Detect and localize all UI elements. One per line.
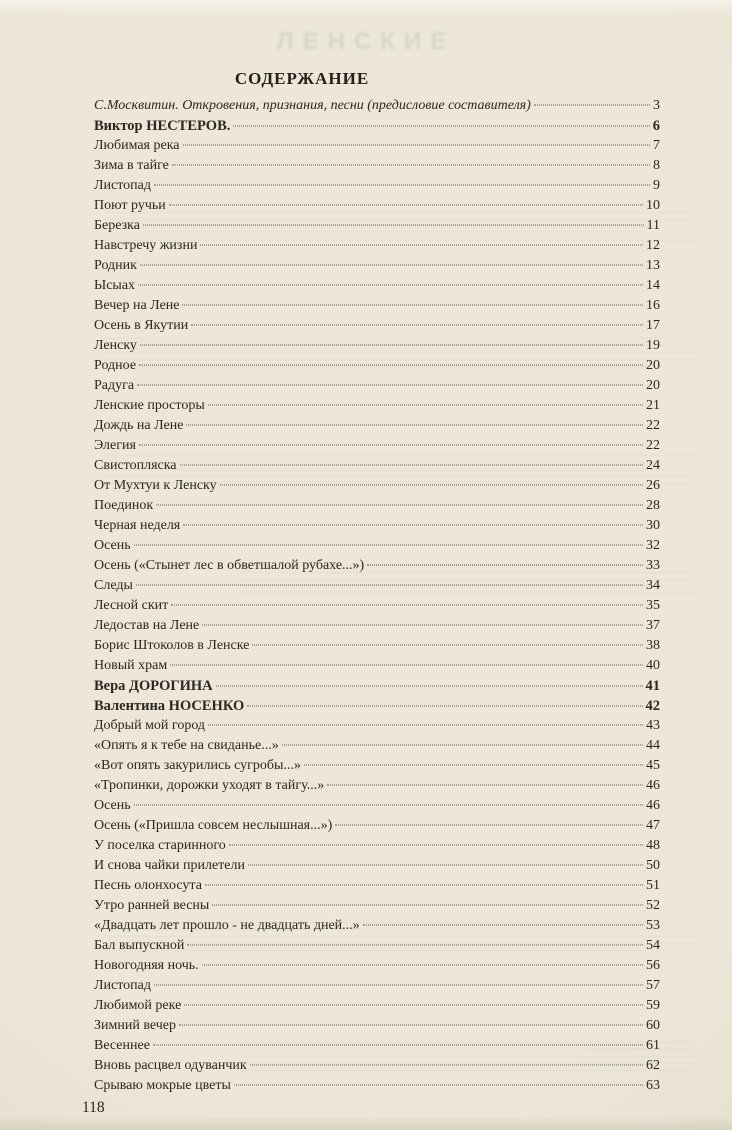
toc-entry [94,136,660,156]
toc-entry [94,396,660,416]
toc-entry [94,716,660,736]
dot-leader [202,965,643,966]
toc-entry-label: Березка [94,218,140,233]
dot-leader [143,225,644,226]
toc-entry-page: 43 [646,718,660,733]
toc-entry-page: 16 [646,298,660,313]
toc-entry-page: 35 [646,598,660,613]
toc-entry-page: 13 [646,258,660,273]
dot-leader [182,305,643,306]
dot-leader [136,585,643,586]
scanned-page-content [94,68,660,1096]
toc-entry-page: 17 [646,318,660,333]
toc-entry-label: Любимая река [94,138,180,153]
toc-entry [94,736,660,756]
toc-entry-label: Виктор НЕСТЕРОВ. [94,118,231,134]
toc-entry-page: 57 [646,978,660,993]
toc-entry-label: Поединок [94,498,154,513]
bleedthrough-text: ЛЕНСКИЕ [276,28,456,55]
toc-entry-label: Осень («Пришла совсем неслышная...») [94,818,333,833]
toc-entry [94,656,660,676]
toc-entry-label: «Двадцать лет прошло - не двадцать дней...» [94,918,360,933]
toc-entry [94,256,660,276]
toc-entry-label: Любимой реке [94,998,182,1013]
toc-entry [94,896,660,916]
dot-leader [186,425,643,426]
toc-entry-label: Борис Штоколов в Ленске [94,638,250,653]
dot-leader [134,805,643,806]
toc-entry-label: Ленску [94,338,137,353]
toc-entry [94,696,660,716]
toc-entry-page: 48 [646,838,660,853]
toc-entry-label: Валентина НОСЕНКО [94,698,245,714]
toc-entry-label: Зима в тайге [94,158,169,173]
toc-entry-label: Листопад [94,178,151,193]
dot-leader [179,1025,643,1026]
dot-leader [139,445,643,446]
toc-entry-page: 14 [646,278,660,293]
dot-leader [183,525,643,526]
dot-leader [252,645,643,646]
toc-entry-page: 56 [646,958,660,973]
toc-entry-label: Черная неделя [94,518,181,533]
dot-leader [304,765,643,766]
toc-entry-page: 26 [646,478,660,493]
toc-entry [94,816,660,836]
toc-entry [94,496,660,516]
dot-leader [140,345,643,346]
toc-entry [94,636,660,656]
toc-entry-page: 45 [646,758,660,773]
dot-leader [229,845,643,846]
dot-leader [180,465,643,466]
dot-leader [138,285,643,286]
toc-entry-page: 60 [646,1018,660,1033]
toc-entry [94,1036,660,1056]
toc-entry [94,176,660,196]
toc-entry-page: 30 [646,518,660,533]
toc-entry-label: Зимний вечер [94,1018,176,1033]
toc-entry [94,996,660,1016]
toc-entry-page: 7 [653,138,660,153]
dot-leader [212,905,643,906]
toc-entry [94,776,660,796]
toc-entry-label: Добрый мой город [94,718,206,733]
toc-entry [94,1016,660,1036]
dot-leader [534,105,650,106]
toc-entry-page: 3 [653,98,660,113]
toc-entry-label: От Мухтуи к Ленску [94,478,217,493]
dot-leader [172,165,650,166]
toc-entry-label: Родник [94,258,137,273]
toc-entry-page: 33 [646,558,660,573]
page-title: СОДЕРЖАНИЕ [234,69,370,88]
toc-entry-label: Следы [94,578,133,593]
dot-leader [234,1085,643,1086]
dot-leader [250,1065,643,1066]
dot-leader [139,365,643,366]
toc-entry-label: Дождь на Лене [94,418,184,433]
dot-leader [367,565,643,566]
toc-entry-label: Песнь олонхосута [94,878,202,893]
toc-entry-page: 40 [646,658,660,673]
toc-entry-label: Элегия [94,438,136,453]
toc-entry-label: Листопад [94,978,151,993]
toc-entry [94,236,660,256]
dot-leader [208,405,643,406]
toc-entry [94,756,660,776]
toc-entry-page: 42 [645,698,660,714]
toc-entry-page: 8 [653,158,660,173]
toc-entry-page: 62 [646,1058,660,1073]
dot-leader [248,865,643,866]
toc-entry-label: Утро ранней весны [94,898,210,913]
toc-entry [94,796,660,816]
dot-leader [184,1005,643,1006]
toc-entry [94,576,660,596]
toc-entry-label: Весеннее [94,1038,150,1053]
scan-top-edge [0,0,732,16]
toc-entry [94,876,660,896]
toc-entry [94,976,660,996]
toc-entry [94,476,660,496]
toc-entry-page: 47 [646,818,660,833]
toc-entry-page: 52 [646,898,660,913]
toc-entry-page: 22 [646,418,660,433]
dot-leader [202,625,643,626]
toc-entry-label: Новый храм [94,658,168,673]
toc-entry-page: 51 [646,878,660,893]
page-number: 118 [82,1099,105,1116]
toc-entry-label: Родное [94,358,137,373]
toc-entry-page: 20 [646,358,660,373]
toc-entry-page: 12 [646,238,660,253]
toc-entry-label: Новогодняя ночь. [94,958,199,973]
dot-leader [220,485,643,486]
toc-entry-page: 20 [646,378,660,393]
dot-leader [363,925,643,926]
toc-entry-label: Радуга [94,378,135,393]
dot-leader [200,245,643,246]
toc-entry [94,336,660,356]
toc-entry [94,556,660,576]
toc-entry [94,376,660,396]
toc-entry [94,1056,660,1076]
dot-leader [153,1045,643,1046]
toc-entry [94,676,660,696]
toc-entry-page: 41 [645,678,660,694]
dot-leader [137,385,643,386]
toc-entry-label: Свистопляска [94,458,177,473]
toc-entry [94,216,660,236]
dot-leader [282,745,643,746]
toc-entry [94,436,660,456]
toc-entry-page: 32 [646,538,660,553]
toc-entry-page: 9 [653,178,660,193]
toc-entry [94,936,660,956]
toc-entry [94,596,660,616]
toc-entry-label: Ленские просторы [94,398,205,413]
toc-entry-page: 19 [646,338,660,353]
toc-list [94,96,660,1096]
toc-entry [94,296,660,316]
toc-entry [94,316,660,336]
scan-bottom-edge [0,1116,732,1130]
toc-entry [94,96,660,116]
dot-leader [208,725,643,726]
toc-entry [94,836,660,856]
toc-entry [94,116,660,136]
toc-entry-label: Срываю мокрые цветы [94,1078,231,1093]
toc-entry-page: 34 [646,578,660,593]
toc-entry-label: Вечер на Лене [94,298,180,313]
toc-entry-page: 24 [646,458,660,473]
toc-entry-label: Ысыах [94,278,136,293]
toc-entry [94,416,660,436]
dot-leader [183,145,650,146]
toc-entry [94,516,660,536]
dot-leader [154,985,643,986]
toc-entry-label: «Тропинки, дорожки уходят в тайгу...» [94,778,325,793]
toc-entry-page: 22 [646,438,660,453]
toc-entry [94,956,660,976]
toc-entry [94,916,660,936]
toc-entry-page: 11 [646,218,660,233]
toc-entry-label: С.Москвитин. Откровения, признания, песни (предисловие составителя) [94,98,531,113]
toc-entry-page: 50 [646,858,660,873]
dot-leader [187,945,643,946]
toc-entry [94,616,660,636]
toc-entry-page: 46 [646,778,660,793]
toc-entry-label: У поселка старинного [94,838,226,853]
dot-leader [134,545,643,546]
toc-entry-label: Осень («Стынет лес в обветшалой рубахе...») [94,558,365,573]
toc-entry-label: Бал выпускной [94,938,185,953]
toc-entry-label: Лесной скит [94,598,169,613]
toc-entry-page: 63 [646,1078,660,1093]
toc-entry-label: Вера ДОРОГИНА [94,678,213,694]
toc-entry [94,456,660,476]
toc-entry [94,356,660,376]
toc-entry-page: 21 [646,398,660,413]
toc-entry [94,156,660,176]
toc-entry-label: Ледостав на Лене [94,618,200,633]
dot-leader [233,126,649,127]
toc-entry-label: «Опять я к тебе на свиданье...» [94,738,279,753]
toc-entry-page: 38 [646,638,660,653]
toc-entry-label: Навстречу жизни [94,238,198,253]
toc-entry-page: 53 [646,918,660,933]
toc-entry-page: 28 [646,498,660,513]
toc-entry-page: 10 [646,198,660,213]
dot-leader [216,686,643,687]
toc-entry-label: Осень [94,538,131,553]
dot-leader [335,825,643,826]
toc-entry [94,196,660,216]
dot-leader [247,706,642,707]
dot-leader [191,325,643,326]
toc-entry-page: 61 [646,1038,660,1053]
toc-entry-page: 37 [646,618,660,633]
dot-leader [327,785,643,786]
dot-leader [205,885,643,886]
toc-entry-page: 59 [646,998,660,1013]
toc-entry-label: Осень [94,798,131,813]
toc-entry-label: Вновь расцвел одуванчик [94,1058,247,1073]
toc-entry-label: И снова чайки прилетели [94,858,245,873]
toc-entry-page: 54 [646,938,660,953]
toc-entry-label: Осень в Якутии [94,318,189,333]
toc-entry [94,536,660,556]
toc-entry-label: «Вот опять закурились сугробы...» [94,758,301,773]
dot-leader [154,185,650,186]
toc-entry [94,856,660,876]
dot-leader [170,665,643,666]
dot-leader [156,505,643,506]
toc-entry-page: 44 [646,738,660,753]
dot-leader [171,605,643,606]
toc-entry [94,1076,660,1096]
toc-entry [94,276,660,296]
dot-leader [140,265,643,266]
toc-entry-page: 6 [652,118,660,134]
dot-leader [169,205,643,206]
toc-entry-page: 46 [646,798,660,813]
toc-entry-label: Поют ручьи [94,198,166,213]
